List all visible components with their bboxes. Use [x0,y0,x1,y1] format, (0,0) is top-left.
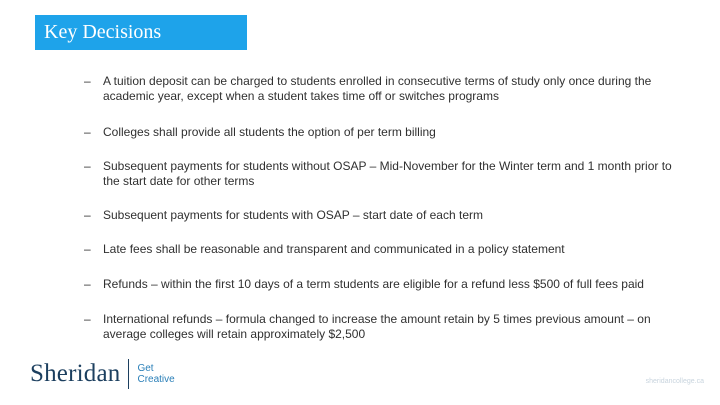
logo-tagline [137,363,174,385]
bullet-text: Subsequent payments for students with OSAP – start date of each term [103,208,483,222]
bullet-dash: – [84,208,91,222]
bullet-dash: – [84,242,91,256]
bullet-text: International refunds – formula changed to increase the amount retain by 5 times previous amount – on average colleges will retain approximately $2,500 [103,312,651,341]
bullet-dash: – [84,125,91,139]
slide-title: Key Decisions [35,15,247,50]
bullet-dash: – [84,159,91,173]
sheridan-logo [30,359,175,389]
logo-wordmark: Sheridan [30,360,121,387]
footer-url: sheridancollege.ca [645,378,704,385]
logo-tagline-line-1: Get [137,363,154,374]
bullet-text: Late fees shall be reasonable and transparent and communicated in a policy statement [103,242,565,256]
bullet-text: Subsequent payments for students without OSAP – Mid-November for the Winter term and 1 month prior to the start date for other terms [103,159,672,188]
bullet-dash: – [84,277,91,291]
bullet-dash: – [84,74,91,88]
bullet-text: Refunds – within the first 10 days of a term students are eligible for a refund less $500 of full fees paid [103,277,644,291]
bullet-text: Colleges shall provide all students the option of per term billing [103,125,436,139]
bullet-dash: – [84,312,91,326]
logo-divider [128,359,129,389]
logo-tagline-line-2: Creative [137,374,175,385]
bullet-text: A tuition deposit can be charged to students enrolled in consecutive terms of study only once during the academic year, except when a student takes time off or switches programs [103,74,652,103]
